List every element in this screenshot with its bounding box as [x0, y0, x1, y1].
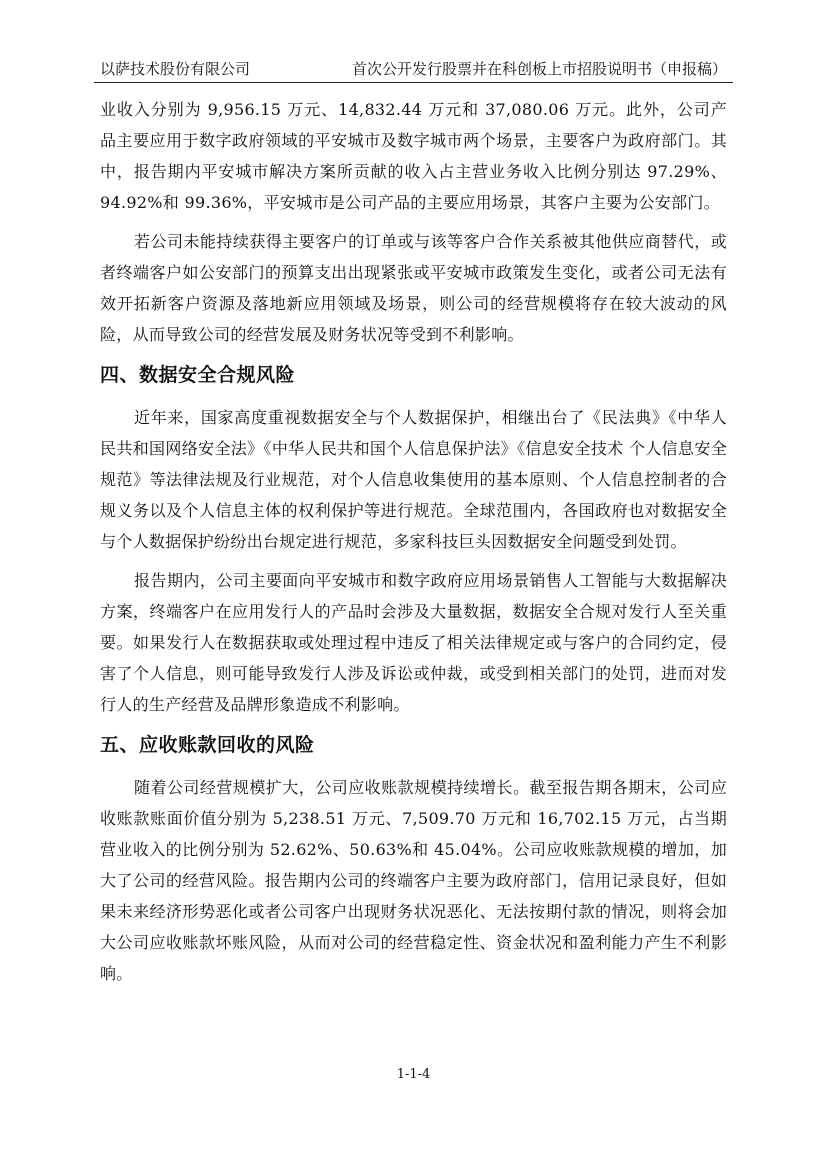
section-heading-data-security: 四、数据安全合规风险 [100, 364, 296, 386]
paragraph-revenue-continued: 业收入分别为 9,956.15 万元、14,832.44 万元和 37,080.06 万元。此外，公司产品主要应用于数字政府领域的平安城市及数字城市两个场景，主要客户为政府部门。其中，报告期内平安城市解决方案所贡献的收入占主营业务收入比例分别达 97.29%、94.92%和 99.36%，平安城市是公司产品的主要应用场景，其客户主要为公安部门。 [100, 100, 727, 212]
header-document-title: 首次公开发行股票并在科创板上市招股说明书（申报稿） [351, 60, 727, 78]
document-body [100, 94, 727, 989]
paragraph-customer-risk: 若公司未能持续获得主要客户的订单或与该等客户合作关系被其他供应商替代，或者终端客户如公安部门的预算支出出现紧张或平安城市政策发生变化，或者公司无法有效开拓新客户资源及落地新应用领域及场景，则公司的经营规模将存在较大波动的风险，从而导致公司的经营发展及财务状况等受到不利影响。 [100, 232, 727, 344]
page-header [94, 58, 733, 83]
page-number: 1-1-4 [396, 1067, 431, 1082]
paragraph-data-compliance: 报告期内，公司主要面向平安城市和数字政府应用场景销售人工智能与大数据解决方案，终端客户在应用发行人的产品时会涉及大量数据，数据安全合规对发行人至关重要。如果发行人在数据获取或处理过程中违反了相关法律规定或与客户的合同约定，侵害了个人信息，则可能导致发行人涉及诉讼或仲裁，或受到相关部门的处罚，进而对发行人的生产经营及品牌形象造成不利影响。 [100, 571, 727, 714]
header-company-name: 以萨技术股份有限公司 [100, 60, 251, 78]
section-heading-receivables: 五、应收账款回收的风险 [100, 734, 315, 756]
paragraph-data-regulation: 近年来，国家高度重视数据安全与个人数据保护，相继出台了《民法典》《中华人民共和国网络安全法》《中华人民共和国个人信息保护法》《信息安全技术 个人信息安全规范》等法律法规及行业规范，对个人信息收集使用的基本原则、个人信息控制者的合规义务以及个人信息主体的权利保护等进行规范。全球范围内，各国政府也对数据安全与个人数据保护纷纷出台规定进行规范，多家科技巨头因数据安全问题受到处罚。 [100, 408, 727, 551]
paragraph-receivables-risk: 随着公司经营规模扩大，公司应收账款规模持续增长。截至报告期各期末，公司应收账款账面价值分别为 5,238.51 万元、7,509.70 万元和 16,702.15 万元，占当期营业收入的比例分别为 52.62%、50.63%和 45.04%。公司应收账款规模的增加，加大了公司的经营风险。报告期内公司的终端客户主要为政府部门，信用记录良好，但如果未来经济形势恶化或者公司客户出现财务状况恶化、无法按期付款的情况，则将会加大公司应收账款坏账风险，从而对公司的经营稳定性、资金状况和盈利能力产生不利影响。 [100, 778, 727, 983]
